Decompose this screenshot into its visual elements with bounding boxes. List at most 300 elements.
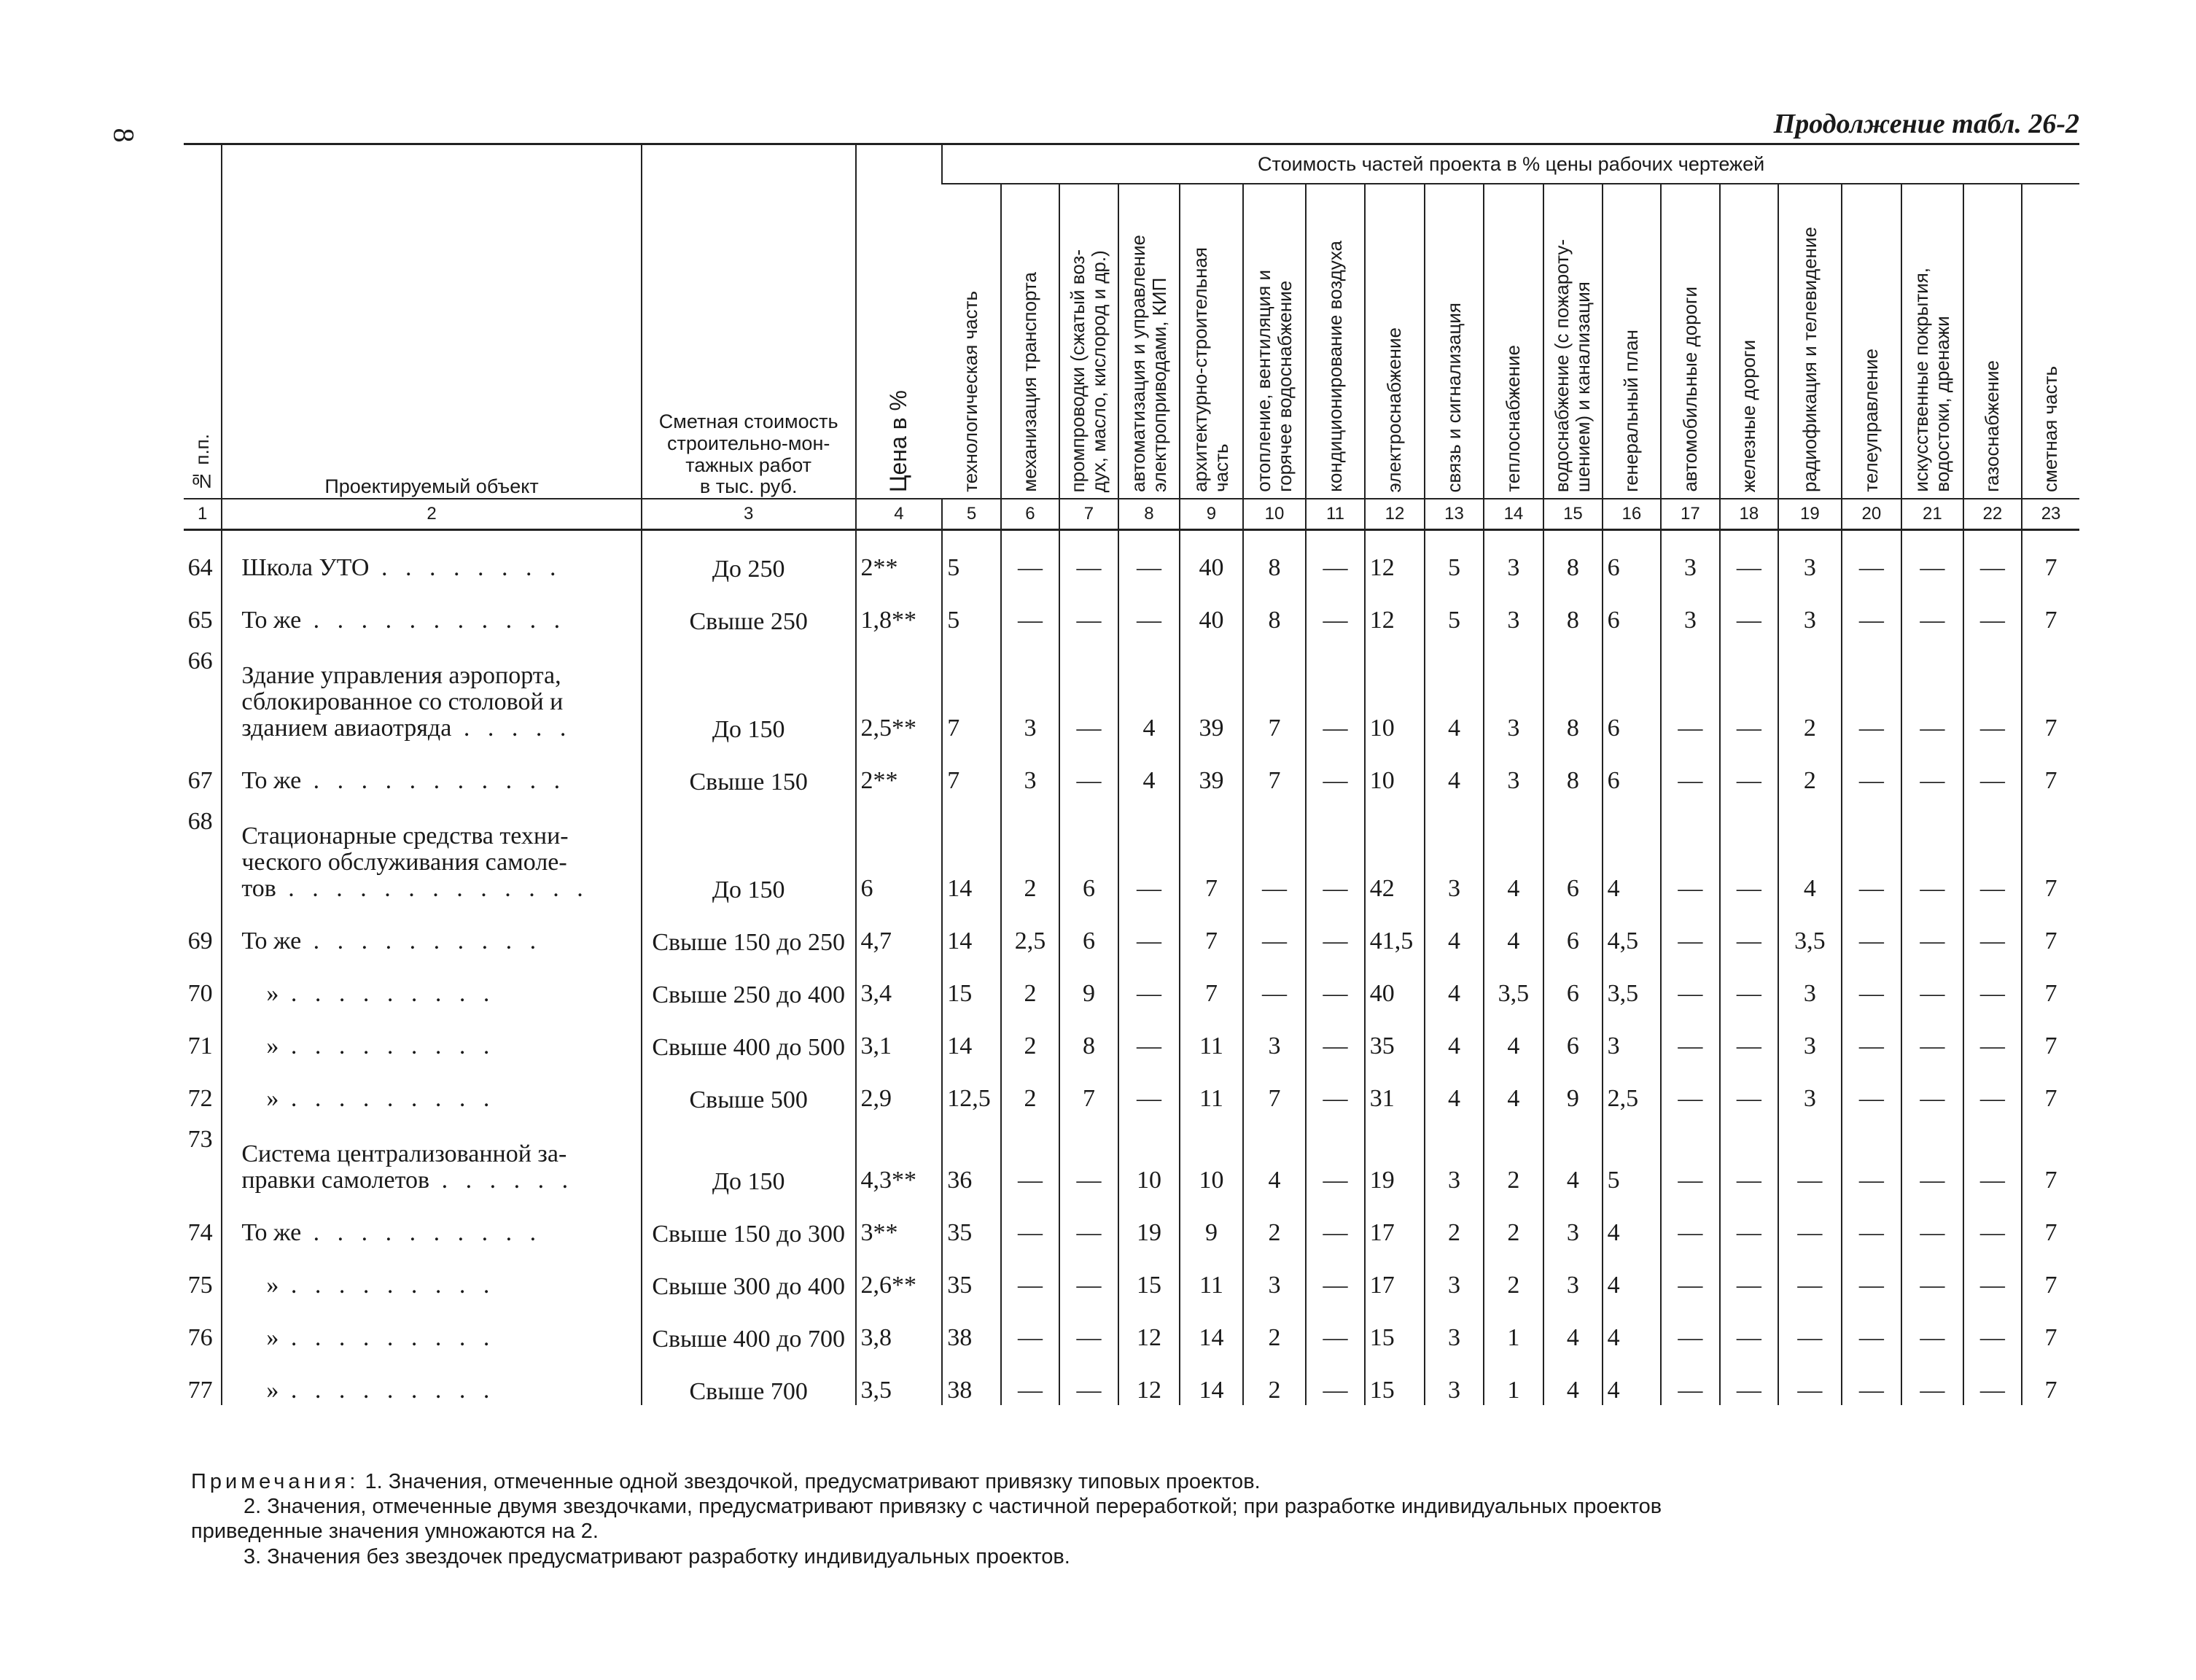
part-value-col-13: 3 bbox=[1425, 796, 1483, 903]
part-value-col-9: 11 bbox=[1180, 1248, 1243, 1300]
part-value-col-5: 35 bbox=[942, 1195, 1000, 1248]
column-number: 11 bbox=[1306, 499, 1364, 530]
part-value-col-14: 3 bbox=[1484, 743, 1543, 796]
object-name: » . . . . . . . . . bbox=[222, 1353, 641, 1405]
table-row bbox=[184, 1008, 2079, 1061]
table-continuation-caption: Продолжение табл. 26-2 bbox=[1773, 109, 2079, 139]
part-value-col-22: — bbox=[1963, 1248, 2022, 1300]
object-name: То же . . . . . . . . . . bbox=[222, 1195, 641, 1248]
part-value-col-10: 7 bbox=[1243, 635, 1307, 743]
part-value-col-22: — bbox=[1963, 1113, 2022, 1195]
part-value-col-17: — bbox=[1661, 1300, 1719, 1353]
col-header-part-21: искусственные покрытия, водостоки, дренажи bbox=[1901, 184, 1963, 499]
part-value-col-11: — bbox=[1306, 956, 1364, 1008]
column-number: 19 bbox=[1778, 499, 1842, 530]
part-value-col-20: — bbox=[1842, 1248, 1901, 1300]
part-value-col-21: — bbox=[1901, 903, 1963, 956]
part-value-col-12: 42 bbox=[1365, 796, 1425, 903]
estimated-cost: Свыше 700 bbox=[642, 1353, 856, 1405]
part-value-col-19: — bbox=[1778, 1248, 1842, 1300]
part-value-col-13: 3 bbox=[1425, 1353, 1483, 1405]
object-name: » . . . . . . . . . bbox=[222, 1248, 641, 1300]
part-value-col-16: 6 bbox=[1603, 635, 1661, 743]
col-header-part-14: теплоснабжение bbox=[1484, 184, 1543, 499]
part-value-col-21: — bbox=[1901, 956, 1963, 1008]
part-value-col-12: 10 bbox=[1365, 743, 1425, 796]
part-value-col-15: 8 bbox=[1543, 635, 1602, 743]
part-value-col-13: 5 bbox=[1425, 530, 1483, 583]
part-value-col-21: — bbox=[1901, 1008, 1963, 1061]
part-value-col-6: — bbox=[1001, 583, 1059, 635]
part-value-col-12: 31 bbox=[1365, 1061, 1425, 1113]
object-name: То же . . . . . . . . . . . bbox=[222, 743, 641, 796]
column-number: 5 bbox=[942, 499, 1000, 530]
part-value-col-23: 7 bbox=[2022, 635, 2079, 743]
object-name: » . . . . . . . . . bbox=[222, 1300, 641, 1353]
object-name: То же . . . . . . . . . . . bbox=[222, 583, 641, 635]
part-value-col-13: 4 bbox=[1425, 635, 1483, 743]
part-value-col-8: 19 bbox=[1118, 1195, 1180, 1248]
table-row bbox=[184, 796, 2079, 903]
part-value-col-17: 3 bbox=[1661, 530, 1719, 583]
col-header-part-5: технологическая часть bbox=[942, 184, 1000, 499]
part-value-col-15: 3 bbox=[1543, 1248, 1602, 1300]
part-value-col-12: 12 bbox=[1365, 583, 1425, 635]
part-value-col-15: 4 bbox=[1543, 1353, 1602, 1405]
col-header-part-20: телеуправление bbox=[1842, 184, 1901, 499]
col-header-number: № п.п. bbox=[184, 144, 222, 499]
part-value-col-11: — bbox=[1306, 1300, 1364, 1353]
part-value-col-18: — bbox=[1720, 903, 1778, 956]
part-value-col-21: — bbox=[1901, 743, 1963, 796]
part-value-col-11: — bbox=[1306, 635, 1364, 743]
part-value-col-14: 4 bbox=[1484, 903, 1543, 956]
part-value-col-23: 7 bbox=[2022, 583, 2079, 635]
price-percent: 3,8 bbox=[856, 1300, 943, 1353]
table-row bbox=[184, 530, 2079, 583]
part-value-col-18: — bbox=[1720, 1300, 1778, 1353]
part-value-col-19: 3 bbox=[1778, 583, 1842, 635]
column-number: 14 bbox=[1484, 499, 1543, 530]
part-value-col-5: 14 bbox=[942, 1008, 1000, 1061]
part-value-col-5: 38 bbox=[942, 1353, 1000, 1405]
part-value-col-22: — bbox=[1963, 530, 2022, 583]
part-value-col-18: — bbox=[1720, 956, 1778, 1008]
table-row bbox=[184, 743, 2079, 796]
part-value-col-16: 4,5 bbox=[1603, 903, 1661, 956]
part-value-col-16: 4 bbox=[1603, 1353, 1661, 1405]
part-value-col-11: — bbox=[1306, 1248, 1364, 1300]
note-2-continued: приведенные значения умножаются на 2. bbox=[191, 1520, 599, 1544]
price-percent: 2** bbox=[856, 530, 943, 583]
part-value-col-22: — bbox=[1963, 796, 2022, 903]
col-header-price-percent: Цена в % bbox=[856, 144, 943, 499]
part-value-col-7: 6 bbox=[1059, 903, 1118, 956]
part-value-col-18: — bbox=[1720, 1061, 1778, 1113]
part-value-col-19: — bbox=[1778, 1300, 1842, 1353]
part-value-col-23: 7 bbox=[2022, 743, 2079, 796]
part-value-col-9: 14 bbox=[1180, 1353, 1243, 1405]
part-value-col-19: — bbox=[1778, 1195, 1842, 1248]
part-value-col-6: 2 bbox=[1001, 1008, 1059, 1061]
part-value-col-20: — bbox=[1842, 1300, 1901, 1353]
part-value-col-5: 5 bbox=[942, 583, 1000, 635]
part-value-col-22: — bbox=[1963, 583, 2022, 635]
part-value-col-21: — bbox=[1901, 635, 1963, 743]
part-value-col-19: 3 bbox=[1778, 1008, 1842, 1061]
part-value-col-9: 7 bbox=[1180, 796, 1243, 903]
part-value-col-21: — bbox=[1901, 1195, 1963, 1248]
column-number: 8 bbox=[1118, 499, 1180, 530]
part-value-col-7: 9 bbox=[1059, 956, 1118, 1008]
part-value-col-10: 8 bbox=[1243, 530, 1307, 583]
object-name: » . . . . . . . . . bbox=[222, 956, 641, 1008]
part-value-col-18: — bbox=[1720, 530, 1778, 583]
part-value-col-7: — bbox=[1059, 1353, 1118, 1405]
part-value-col-22: — bbox=[1963, 1195, 2022, 1248]
object-name: Система централизованной за- правки самолетов . . . . . . bbox=[222, 1113, 641, 1195]
col-header-object: Проектируемый объект bbox=[222, 144, 641, 499]
table-row bbox=[184, 903, 2079, 956]
part-value-col-15: 8 bbox=[1543, 583, 1602, 635]
part-value-col-7: — bbox=[1059, 1300, 1118, 1353]
estimated-cost: Свыше 150 до 250 bbox=[642, 903, 856, 956]
part-value-col-7: — bbox=[1059, 530, 1118, 583]
part-value-col-14: 3,5 bbox=[1484, 956, 1543, 1008]
part-value-col-15: 6 bbox=[1543, 796, 1602, 903]
part-value-col-7: — bbox=[1059, 743, 1118, 796]
part-value-col-21: — bbox=[1901, 1353, 1963, 1405]
part-value-col-19: 2 bbox=[1778, 743, 1842, 796]
part-value-col-5: 7 bbox=[942, 635, 1000, 743]
part-value-col-15: 9 bbox=[1543, 1061, 1602, 1113]
part-value-col-11: — bbox=[1306, 796, 1364, 903]
part-value-col-20: — bbox=[1842, 1353, 1901, 1405]
part-value-col-8: 12 bbox=[1118, 1300, 1180, 1353]
table-row bbox=[184, 1353, 2079, 1405]
object-name: Здание управления аэропорта, сблокированное со столовой и зданием авиаотряда . . . . . bbox=[222, 635, 641, 743]
part-value-col-10: 4 bbox=[1243, 1113, 1307, 1195]
part-value-col-16: 3,5 bbox=[1603, 956, 1661, 1008]
part-value-col-15: 3 bbox=[1543, 1195, 1602, 1248]
part-value-col-17: — bbox=[1661, 1008, 1719, 1061]
row-number: 71 bbox=[187, 1032, 213, 1059]
part-value-col-23: 7 bbox=[2022, 1113, 2079, 1195]
part-value-col-10: 2 bbox=[1243, 1353, 1307, 1405]
part-value-col-11: — bbox=[1306, 743, 1364, 796]
price-percent: 2,5** bbox=[856, 635, 943, 743]
part-value-col-18: — bbox=[1720, 635, 1778, 743]
part-value-col-8: — bbox=[1118, 1008, 1180, 1061]
price-percent: 3,4 bbox=[856, 956, 943, 1008]
column-number: 4 bbox=[856, 499, 943, 530]
part-value-col-14: 1 bbox=[1484, 1300, 1543, 1353]
part-value-col-15: 6 bbox=[1543, 956, 1602, 1008]
part-value-col-15: 8 bbox=[1543, 743, 1602, 796]
part-value-col-5: 35 bbox=[942, 1248, 1000, 1300]
part-value-col-19: 4 bbox=[1778, 796, 1842, 903]
object-name: » . . . . . . . . . bbox=[222, 1061, 641, 1113]
part-value-col-11: — bbox=[1306, 1195, 1364, 1248]
row-number: 64 bbox=[187, 553, 213, 581]
part-value-col-16: 5 bbox=[1603, 1113, 1661, 1195]
part-value-col-14: 3 bbox=[1484, 530, 1543, 583]
part-value-col-22: — bbox=[1963, 635, 2022, 743]
part-value-col-12: 15 bbox=[1365, 1353, 1425, 1405]
column-number: 21 bbox=[1901, 499, 1963, 530]
part-value-col-21: — bbox=[1901, 530, 1963, 583]
part-value-col-7: — bbox=[1059, 635, 1118, 743]
part-value-col-21: — bbox=[1901, 583, 1963, 635]
part-value-col-8: — bbox=[1118, 583, 1180, 635]
part-value-col-5: 36 bbox=[942, 1113, 1000, 1195]
part-value-col-6: — bbox=[1001, 530, 1059, 583]
part-value-col-17: — bbox=[1661, 956, 1719, 1008]
price-percent: 6 bbox=[856, 796, 943, 903]
row-number: 69 bbox=[187, 927, 213, 954]
row-number: 74 bbox=[187, 1218, 213, 1246]
table-row bbox=[184, 1061, 2079, 1113]
part-value-col-11: — bbox=[1306, 1008, 1364, 1061]
part-value-col-9: 39 bbox=[1180, 635, 1243, 743]
part-value-col-10: 2 bbox=[1243, 1300, 1307, 1353]
part-value-col-7: 7 bbox=[1059, 1061, 1118, 1113]
row-number: 66 bbox=[187, 647, 213, 674]
column-number: 18 bbox=[1720, 499, 1778, 530]
part-value-col-23: 7 bbox=[2022, 1248, 2079, 1300]
estimated-cost: Свыше 150 bbox=[642, 743, 856, 796]
estimated-cost: Свыше 250 до 400 bbox=[642, 956, 856, 1008]
part-value-col-7: — bbox=[1059, 1248, 1118, 1300]
part-value-col-17: — bbox=[1661, 1113, 1719, 1195]
table-row bbox=[184, 583, 2079, 635]
part-value-col-19: — bbox=[1778, 1353, 1842, 1405]
part-value-col-16: 6 bbox=[1603, 530, 1661, 583]
part-value-col-6: 2,5 bbox=[1001, 903, 1059, 956]
part-value-col-22: — bbox=[1963, 1061, 2022, 1113]
object-name: Школа УТО . . . . . . . . bbox=[222, 530, 641, 583]
price-percent: 2,6** bbox=[856, 1248, 943, 1300]
note-1: Примечания: 1. Значения, отмеченные одной звездочкой, предусматривают привязку типовых проектов. bbox=[191, 1470, 1261, 1493]
table-row bbox=[184, 1300, 2079, 1353]
part-value-col-23: 7 bbox=[2022, 530, 2079, 583]
part-value-col-11: — bbox=[1306, 1061, 1364, 1113]
table-row bbox=[184, 956, 2079, 1008]
part-value-col-7: 6 bbox=[1059, 796, 1118, 903]
part-value-col-21: — bbox=[1901, 1113, 1963, 1195]
part-value-col-17: — bbox=[1661, 1061, 1719, 1113]
part-value-col-5: 12,5 bbox=[942, 1061, 1000, 1113]
part-value-col-14: 3 bbox=[1484, 635, 1543, 743]
part-value-col-12: 17 bbox=[1365, 1248, 1425, 1300]
part-value-col-19: 3 bbox=[1778, 956, 1842, 1008]
part-value-col-22: — bbox=[1963, 1008, 2022, 1061]
part-value-col-12: 19 bbox=[1365, 1113, 1425, 1195]
part-value-col-16: 4 bbox=[1603, 1300, 1661, 1353]
price-percent: 3,1 bbox=[856, 1008, 943, 1061]
part-value-col-23: 7 bbox=[2022, 796, 2079, 903]
price-percent: 1,8** bbox=[856, 583, 943, 635]
part-value-col-11: — bbox=[1306, 1353, 1364, 1405]
price-percent: 3** bbox=[856, 1195, 943, 1248]
estimated-cost: Свыше 250 bbox=[642, 583, 856, 635]
part-value-col-15: 4 bbox=[1543, 1300, 1602, 1353]
part-value-col-8: — bbox=[1118, 530, 1180, 583]
part-value-col-8: — bbox=[1118, 1061, 1180, 1113]
part-value-col-21: — bbox=[1901, 1248, 1963, 1300]
part-value-col-7: — bbox=[1059, 1195, 1118, 1248]
column-number: 15 bbox=[1543, 499, 1602, 530]
col-header-part-10: отопление, вентиляция и горячее водоснабжение bbox=[1243, 184, 1307, 499]
part-value-col-11: — bbox=[1306, 1113, 1364, 1195]
part-value-col-10: 2 bbox=[1243, 1195, 1307, 1248]
row-number: 68 bbox=[187, 807, 213, 835]
part-value-col-5: 5 bbox=[942, 530, 1000, 583]
part-value-col-6: — bbox=[1001, 1248, 1059, 1300]
part-value-col-13: 3 bbox=[1425, 1300, 1483, 1353]
part-value-col-6: 3 bbox=[1001, 635, 1059, 743]
part-value-col-18: — bbox=[1720, 1113, 1778, 1195]
part-value-col-12: 41,5 bbox=[1365, 903, 1425, 956]
part-value-col-6: 3 bbox=[1001, 743, 1059, 796]
part-value-col-10: 3 bbox=[1243, 1008, 1307, 1061]
col-header-part-22: газоснабжение bbox=[1963, 184, 2022, 499]
part-value-col-14: 3 bbox=[1484, 583, 1543, 635]
part-value-col-13: 4 bbox=[1425, 903, 1483, 956]
part-value-col-17: — bbox=[1661, 743, 1719, 796]
estimated-cost: Свыше 150 до 300 bbox=[642, 1195, 856, 1248]
part-value-col-16: 6 bbox=[1603, 743, 1661, 796]
part-value-col-21: — bbox=[1901, 1061, 1963, 1113]
part-value-col-22: — bbox=[1963, 1300, 2022, 1353]
part-value-col-17: — bbox=[1661, 1353, 1719, 1405]
part-value-col-20: — bbox=[1842, 1008, 1901, 1061]
part-value-col-10: 8 bbox=[1243, 583, 1307, 635]
part-value-col-7: 8 bbox=[1059, 1008, 1118, 1061]
col-header-part-7: промпроводки (сжатый воз- дух, масло, кислород и др.) bbox=[1059, 184, 1118, 499]
part-value-col-13: 4 bbox=[1425, 956, 1483, 1008]
part-value-col-23: 7 bbox=[2022, 1061, 2079, 1113]
price-percent: 3,5 bbox=[856, 1353, 943, 1405]
part-value-col-20: — bbox=[1842, 583, 1901, 635]
table-row bbox=[184, 1113, 2079, 1195]
part-value-col-18: — bbox=[1720, 796, 1778, 903]
part-value-col-18: — bbox=[1720, 1353, 1778, 1405]
estimated-cost: Свыше 400 до 500 bbox=[642, 1008, 856, 1061]
part-value-col-12: 17 bbox=[1365, 1195, 1425, 1248]
estimated-cost: Свыше 500 bbox=[642, 1061, 856, 1113]
part-value-col-9: 7 bbox=[1180, 903, 1243, 956]
col-header-part-6: механизация транспорта bbox=[1001, 184, 1059, 499]
column-number: 13 bbox=[1425, 499, 1483, 530]
part-value-col-12: 15 bbox=[1365, 1300, 1425, 1353]
part-value-col-6: — bbox=[1001, 1195, 1059, 1248]
part-value-col-20: — bbox=[1842, 796, 1901, 903]
row-number: 72 bbox=[187, 1084, 213, 1112]
estimated-cost: До 150 bbox=[642, 1113, 856, 1195]
col-header-part-11: кондиционирование воздуха bbox=[1306, 184, 1364, 499]
col-header-part-16: генеральный план bbox=[1603, 184, 1661, 499]
col-group-header-parts: Стоимость частей проекта в % цены рабочих чертежей bbox=[942, 144, 2079, 184]
part-value-col-6: 2 bbox=[1001, 796, 1059, 903]
part-value-col-17: — bbox=[1661, 1195, 1719, 1248]
column-number: 10 bbox=[1243, 499, 1307, 530]
part-value-col-20: — bbox=[1842, 1195, 1901, 1248]
part-value-col-13: 4 bbox=[1425, 743, 1483, 796]
part-value-col-5: 14 bbox=[942, 903, 1000, 956]
part-value-col-9: 9 bbox=[1180, 1195, 1243, 1248]
part-value-col-9: 11 bbox=[1180, 1061, 1243, 1113]
part-value-col-22: — bbox=[1963, 956, 2022, 1008]
column-number: 20 bbox=[1842, 499, 1901, 530]
price-percent: 4,7 bbox=[856, 903, 943, 956]
object-name: » . . . . . . . . . bbox=[222, 1008, 641, 1061]
part-value-col-16: 4 bbox=[1603, 1195, 1661, 1248]
column-number: 6 bbox=[1001, 499, 1059, 530]
estimated-cost: До 150 bbox=[642, 635, 856, 743]
part-value-col-5: 14 bbox=[942, 796, 1000, 903]
part-value-col-5: 15 bbox=[942, 956, 1000, 1008]
col-header-part-13: связь и сигнализация bbox=[1425, 184, 1483, 499]
part-value-col-5: 38 bbox=[942, 1300, 1000, 1353]
row-number: 70 bbox=[187, 979, 213, 1007]
part-value-col-16: 3 bbox=[1603, 1008, 1661, 1061]
part-value-col-15: 6 bbox=[1543, 903, 1602, 956]
part-value-col-6: 2 bbox=[1001, 956, 1059, 1008]
part-value-col-14: 4 bbox=[1484, 1008, 1543, 1061]
row-number: 77 bbox=[187, 1376, 213, 1404]
part-value-col-21: — bbox=[1901, 796, 1963, 903]
table-row bbox=[184, 1195, 2079, 1248]
column-number: 23 bbox=[2022, 499, 2079, 530]
part-value-col-19: — bbox=[1778, 1113, 1842, 1195]
part-value-col-23: 7 bbox=[2022, 956, 2079, 1008]
part-value-col-14: 1 bbox=[1484, 1353, 1543, 1405]
estimated-cost: Свыше 400 до 700 bbox=[642, 1300, 856, 1353]
col-header-part-19: радиофикация и телевидение bbox=[1778, 184, 1842, 499]
object-name: То же . . . . . . . . . . bbox=[222, 903, 641, 956]
part-value-col-13: 3 bbox=[1425, 1113, 1483, 1195]
part-value-col-23: 7 bbox=[2022, 1195, 2079, 1248]
part-value-col-10: 7 bbox=[1243, 1061, 1307, 1113]
part-value-col-7: — bbox=[1059, 583, 1118, 635]
column-number: 22 bbox=[1963, 499, 2022, 530]
part-value-col-10: 7 bbox=[1243, 743, 1307, 796]
part-value-col-6: 2 bbox=[1001, 1061, 1059, 1113]
part-value-col-11: — bbox=[1306, 903, 1364, 956]
part-value-col-19: 3 bbox=[1778, 1061, 1842, 1113]
table-notes bbox=[191, 1469, 2079, 1569]
part-value-col-17: 3 bbox=[1661, 583, 1719, 635]
table-row bbox=[184, 635, 2079, 743]
part-value-col-14: 4 bbox=[1484, 1061, 1543, 1113]
part-value-col-19: 3,5 bbox=[1778, 903, 1842, 956]
part-value-col-23: 7 bbox=[2022, 1300, 2079, 1353]
part-value-col-6: — bbox=[1001, 1353, 1059, 1405]
part-value-col-7: — bbox=[1059, 1113, 1118, 1195]
part-value-col-8: 10 bbox=[1118, 1113, 1180, 1195]
part-value-col-8: — bbox=[1118, 796, 1180, 903]
part-value-col-16: 2,5 bbox=[1603, 1061, 1661, 1113]
part-value-col-16: 4 bbox=[1603, 1248, 1661, 1300]
column-number: 3 bbox=[642, 499, 856, 530]
col-header-part-18: железные дороги bbox=[1720, 184, 1778, 499]
estimated-cost: Свыше 300 до 400 bbox=[642, 1248, 856, 1300]
col-header-part-15: водоснабжение (с пожароту- шением) и канализация bbox=[1543, 184, 1602, 499]
part-value-col-9: 39 bbox=[1180, 743, 1243, 796]
part-value-col-12: 12 bbox=[1365, 530, 1425, 583]
part-value-col-23: 7 bbox=[2022, 1353, 2079, 1405]
